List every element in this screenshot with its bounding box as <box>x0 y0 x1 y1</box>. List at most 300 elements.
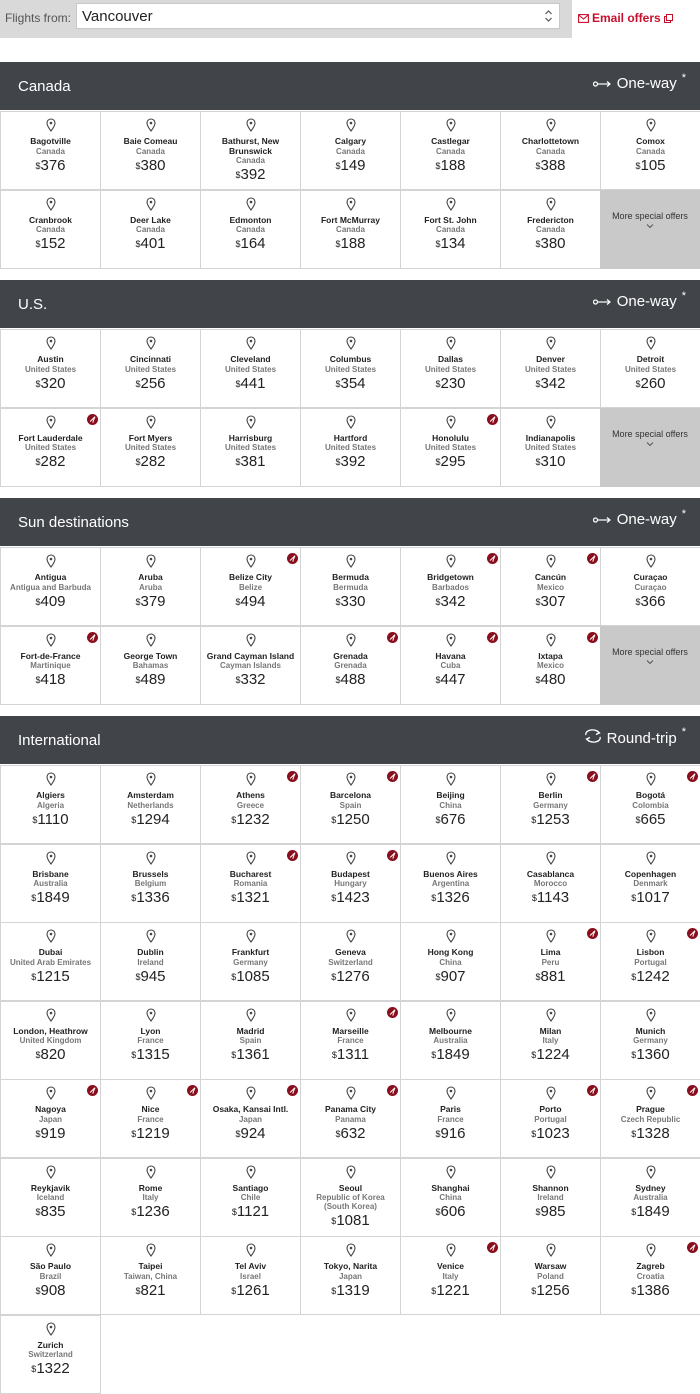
partner-badge-icon <box>87 414 98 425</box>
destination-tile[interactable] <box>600 329 700 408</box>
destination-city: Ixtapa <box>538 650 563 661</box>
location-pin-icon <box>146 1008 156 1022</box>
destination-city: Panama City <box>324 1104 377 1114</box>
location-pin-icon <box>446 1165 456 1179</box>
destination-tile[interactable] <box>100 922 201 1001</box>
location-pin-icon <box>546 118 556 132</box>
location-pin-icon <box>46 1086 56 1100</box>
destination-tile[interactable] <box>400 1236 501 1315</box>
destination-tile[interactable] <box>0 547 101 626</box>
destination-tile[interactable] <box>0 1236 101 1315</box>
destination-country: Canada <box>536 146 565 156</box>
destination-price: $1328 <box>631 1124 670 1142</box>
destination-country: Germany <box>633 1036 668 1045</box>
destination-price: $1236 <box>131 1203 170 1220</box>
location-pin-icon <box>446 336 456 350</box>
more-special-offers-button[interactable] <box>600 408 700 487</box>
price-amount: 376 <box>40 156 66 174</box>
destination-country: Israel <box>240 1271 261 1281</box>
price-amount: 282 <box>40 453 66 470</box>
destination-tile[interactable] <box>200 190 301 269</box>
destination-country: Martinique <box>30 661 71 670</box>
destination-country: Republic of Korea (South Korea) <box>316 1193 385 1211</box>
destination-tile[interactable] <box>500 765 601 844</box>
section-title: International <box>18 732 101 749</box>
destination-tile[interactable] <box>100 1158 201 1237</box>
destination-tile[interactable] <box>500 1236 601 1315</box>
location-pin-icon <box>246 929 256 943</box>
location-pin-icon <box>346 415 356 429</box>
partner-badge-icon <box>187 1085 198 1096</box>
destination-tile[interactable] <box>0 626 101 705</box>
destination-city: Baie Comeau <box>123 136 178 146</box>
price-amount: 1256 <box>536 1281 570 1299</box>
destination-price: $1360 <box>631 1046 670 1063</box>
destination-country: Switzerland <box>28 1350 73 1359</box>
location-pin-icon <box>646 929 656 943</box>
destination-city: Munich <box>635 1025 666 1036</box>
destination-price: $188 <box>335 235 366 252</box>
destination-price: $1849 <box>631 1203 670 1220</box>
price-amount: 1224 <box>536 1046 570 1063</box>
destination-country: Grenada <box>334 661 367 670</box>
destination-tile[interactable] <box>300 190 401 269</box>
destination-country: Denmark <box>633 879 668 888</box>
price-amount: 1849 <box>36 889 70 906</box>
destination-tile[interactable] <box>300 1079 401 1158</box>
partner-badge-icon <box>387 1085 398 1096</box>
flights-from-label: Flights from: <box>5 11 72 25</box>
partner-badge-icon <box>687 1242 698 1253</box>
destination-city: Tel Aviv <box>234 1261 267 1271</box>
destination-price: $1423 <box>331 889 370 906</box>
destination-price: $392 <box>235 166 266 183</box>
destination-city: Denver <box>536 354 565 364</box>
destination-tile[interactable] <box>600 547 700 626</box>
destination-tile[interactable] <box>200 329 301 408</box>
price-amount: 924 <box>240 1124 266 1142</box>
location-pin-icon <box>546 633 556 647</box>
destination-tile[interactable] <box>200 922 301 1001</box>
price-amount: 1023 <box>536 1124 570 1142</box>
price-amount: 1081 <box>336 1212 370 1229</box>
destination-country: Hungary <box>334 879 367 888</box>
destination-tile[interactable] <box>100 329 201 408</box>
destination-city: Cranbrook <box>29 214 72 225</box>
destination-city: Algiers <box>36 790 65 800</box>
destination-tile[interactable] <box>200 111 301 190</box>
location-pin-icon <box>246 1243 256 1257</box>
price-amount: 881 <box>540 967 566 985</box>
destination-price: $295 <box>435 453 466 470</box>
destination-city: Beijing <box>436 790 465 800</box>
price-amount: 1085 <box>236 967 270 985</box>
destination-city: Amsterdam <box>127 790 174 800</box>
destination-price: $376 <box>35 156 66 174</box>
destination-tile[interactable] <box>100 626 201 705</box>
destination-country: Mexico <box>536 661 565 670</box>
trip-type-footnote-mark: * <box>681 71 686 84</box>
destination-tile[interactable] <box>300 1158 401 1237</box>
price-amount: 919 <box>40 1124 66 1142</box>
destination-tile[interactable] <box>300 844 401 923</box>
destination-price: $480 <box>535 671 566 688</box>
price-amount: 1215 <box>36 967 70 985</box>
destination-tile[interactable] <box>600 111 700 190</box>
destination-tile[interactable] <box>0 111 101 190</box>
destination-tile[interactable] <box>0 1079 101 1158</box>
destination-country: China <box>439 800 462 810</box>
destination-country: Switzerland <box>328 957 373 967</box>
destination-tile[interactable] <box>400 329 501 408</box>
destination-tile[interactable] <box>600 1079 700 1158</box>
destination-tile[interactable] <box>500 190 601 269</box>
destination-tile[interactable] <box>500 111 601 190</box>
destination-city: Charlottetown <box>521 136 580 146</box>
partner-badge-icon <box>587 632 598 643</box>
destination-price: $1017 <box>631 889 670 906</box>
destination-tile[interactable] <box>200 1236 301 1315</box>
partner-badge-icon <box>387 632 398 643</box>
destination-price: $388 <box>535 156 566 174</box>
destination-tile[interactable] <box>300 408 401 487</box>
destination-country: Spain <box>239 1036 262 1045</box>
destination-tile[interactable] <box>0 844 101 923</box>
destination-city: Fredericton <box>527 214 574 225</box>
destination-city: Nagoya <box>35 1104 66 1114</box>
partner-badge-icon <box>387 771 398 782</box>
destination-price: $447 <box>435 671 466 688</box>
destination-tile[interactable] <box>300 626 401 705</box>
destination-tile[interactable] <box>0 1001 101 1080</box>
price-amount: 134 <box>440 235 466 252</box>
price-amount: 606 <box>440 1203 466 1220</box>
destination-tile[interactable] <box>400 922 501 1001</box>
destination-country: Antigua and Barbuda <box>10 582 91 592</box>
location-pin-icon <box>146 197 156 211</box>
location-pin-icon <box>46 772 56 786</box>
origin-select-value: Vancouver <box>82 8 153 25</box>
destination-city: Lima <box>540 947 561 957</box>
destination-city: Marseille <box>332 1025 369 1036</box>
destination-tile[interactable] <box>100 765 201 844</box>
price-amount: 985 <box>540 1203 566 1220</box>
destination-price: $1311 <box>331 1046 370 1063</box>
destination-country: United States <box>224 364 277 374</box>
partner-badge-icon <box>287 1085 298 1096</box>
destination-tile[interactable] <box>400 111 501 190</box>
destination-tile[interactable] <box>400 1001 501 1080</box>
more-special-offers-button[interactable] <box>600 190 700 269</box>
destination-country: Canada <box>136 225 165 234</box>
location-pin-icon <box>446 633 456 647</box>
destination-tile[interactable] <box>600 1001 700 1080</box>
destination-country: France <box>437 1114 464 1124</box>
destination-tile[interactable] <box>100 1079 201 1158</box>
destination-city: Aruba <box>138 572 163 582</box>
destination-tile[interactable] <box>200 547 301 626</box>
destination-country: Canada <box>336 146 365 156</box>
destination-city: Taipei <box>138 1261 163 1271</box>
destination-city: George Town <box>123 650 178 661</box>
destination-tile[interactable] <box>300 1001 401 1080</box>
round-trip-icon <box>583 729 603 747</box>
price-amount: 188 <box>440 156 466 174</box>
destination-tile[interactable] <box>200 765 301 844</box>
location-pin-icon <box>346 1086 356 1100</box>
destination-price: $260 <box>635 374 666 392</box>
price-amount: 418 <box>40 671 66 688</box>
destination-tile[interactable] <box>500 1079 601 1158</box>
location-pin-icon <box>346 929 356 943</box>
destination-city: Bogotá <box>635 790 666 800</box>
destination-price: $1232 <box>231 810 270 828</box>
destination-city: Fort St. John <box>424 214 477 225</box>
partner-badge-icon <box>587 928 598 939</box>
price-amount: 1336 <box>136 889 170 906</box>
destination-price: $1319 <box>331 1281 370 1299</box>
destination-city: Tokyo, Narita <box>323 1261 378 1271</box>
destination-country: Italy <box>442 1271 459 1281</box>
destination-tile[interactable] <box>500 922 601 1001</box>
location-pin-icon <box>346 336 356 350</box>
destination-tile[interactable] <box>400 1079 501 1158</box>
destination-city: Honolulu <box>432 432 469 443</box>
price-amount: 1219 <box>136 1124 170 1142</box>
partner-badge-icon <box>487 553 498 564</box>
price-amount: 260 <box>640 374 666 392</box>
destination-country: United States <box>24 364 77 374</box>
destination-tile[interactable] <box>500 408 601 487</box>
chevron-down-icon <box>646 441 654 447</box>
destination-tile[interactable] <box>400 1158 501 1237</box>
location-pin-icon <box>46 929 56 943</box>
destination-price: $1215 <box>31 967 70 985</box>
location-pin-icon <box>446 851 456 865</box>
destination-tile[interactable] <box>100 190 201 269</box>
destination-city: Dubai <box>38 947 63 957</box>
destination-price: $985 <box>535 1203 566 1220</box>
more-special-offers-button[interactable] <box>600 626 700 705</box>
destination-city: Athens <box>236 790 265 800</box>
destination-country: United States <box>324 443 377 452</box>
destination-country: United States <box>24 443 77 452</box>
destination-tile[interactable] <box>100 547 201 626</box>
destination-city: London, Heathrow <box>13 1025 88 1036</box>
location-pin-icon <box>646 772 656 786</box>
partner-badge-icon <box>687 928 698 939</box>
destination-tile[interactable] <box>0 1315 101 1394</box>
destination-tile[interactable] <box>0 190 101 269</box>
destination-tile[interactable] <box>200 1158 301 1237</box>
destination-tile[interactable] <box>300 329 401 408</box>
destination-price: $188 <box>435 156 466 174</box>
location-pin-icon <box>646 118 656 132</box>
destination-city: Buenos Aires <box>423 868 478 879</box>
section-title: U.S. <box>18 296 48 313</box>
partner-badge-icon <box>287 553 298 564</box>
destination-tile[interactable] <box>300 111 401 190</box>
destination-country: Portugal <box>534 1114 567 1124</box>
price-amount: 282 <box>140 453 166 470</box>
location-pin-icon <box>546 772 556 786</box>
destination-city: Shanghai <box>431 1182 470 1193</box>
destination-city: Geneva <box>335 947 366 957</box>
destination-country: Argentina <box>431 879 470 888</box>
destination-city: Melbourne <box>429 1025 472 1036</box>
destination-tile[interactable] <box>200 844 301 923</box>
destination-tile[interactable] <box>200 408 301 487</box>
destination-tile[interactable] <box>200 1001 301 1080</box>
partner-badge-icon <box>487 414 498 425</box>
destination-tile[interactable] <box>300 547 401 626</box>
location-pin-icon <box>546 415 556 429</box>
destination-country: Canada <box>36 225 65 234</box>
destination-tile[interactable] <box>300 922 401 1001</box>
location-pin-icon <box>446 415 456 429</box>
destination-city: Porto <box>539 1104 562 1114</box>
destination-price: $1085 <box>231 967 270 985</box>
destination-price: $1023 <box>531 1124 570 1142</box>
destination-country: Romania <box>233 879 268 888</box>
destination-price: $632 <box>335 1124 366 1142</box>
destination-city: Venice <box>437 1261 464 1271</box>
destination-country: Portugal <box>634 957 667 967</box>
destination-country: Canada <box>436 225 465 234</box>
destination-city: Bagotville <box>30 136 71 146</box>
price-amount: 676 <box>440 810 466 828</box>
destination-tile[interactable] <box>100 844 201 923</box>
location-pin-icon <box>46 554 56 568</box>
destination-price: $330 <box>335 592 366 610</box>
location-pin-icon <box>246 1086 256 1100</box>
destination-country: Belgium <box>134 879 167 888</box>
destination-tile[interactable] <box>100 1236 201 1315</box>
destination-city: Nice <box>141 1104 160 1114</box>
destination-price: $908 <box>35 1281 66 1299</box>
destination-tile[interactable] <box>400 190 501 269</box>
price-amount: 392 <box>340 453 366 470</box>
destination-price: $1121 <box>231 1203 270 1220</box>
destination-tile[interactable] <box>600 844 700 923</box>
destination-price: $149 <box>335 156 366 174</box>
one-way-icon <box>593 75 613 92</box>
destination-tile[interactable] <box>0 922 101 1001</box>
location-pin-icon <box>146 1243 156 1257</box>
destination-tile[interactable] <box>400 844 501 923</box>
origin-select[interactable] <box>76 3 560 29</box>
destination-price: $307 <box>535 592 566 610</box>
price-amount: 366 <box>640 592 666 610</box>
destination-price: $1219 <box>131 1124 170 1142</box>
price-amount: 1311 <box>336 1046 370 1063</box>
destination-country: Canada <box>236 225 265 234</box>
price-amount: 342 <box>440 592 466 610</box>
destination-country: France <box>137 1114 164 1124</box>
location-pin-icon <box>646 1086 656 1100</box>
partner-badge-icon <box>487 632 498 643</box>
location-pin-icon <box>46 415 56 429</box>
price-amount: 1276 <box>336 967 370 985</box>
destination-tile[interactable] <box>400 547 501 626</box>
destination-country: China <box>439 1193 462 1202</box>
destination-price: $380 <box>135 156 166 174</box>
trip-type-label <box>593 71 686 92</box>
more-special-offers-label: More special offers <box>612 647 688 657</box>
destination-tile[interactable] <box>100 408 201 487</box>
destination-tile[interactable] <box>0 1158 101 1237</box>
destination-price: $1143 <box>531 889 570 906</box>
destination-city: Madrid <box>236 1025 265 1036</box>
destination-tile[interactable] <box>600 1236 700 1315</box>
destination-tile[interactable] <box>400 626 501 705</box>
destination-country: Chile <box>240 1193 261 1202</box>
destination-tile[interactable] <box>500 1001 601 1080</box>
destination-city: Cleveland <box>230 354 271 364</box>
destination-tile[interactable] <box>600 922 700 1001</box>
destination-city: Prague <box>636 1104 665 1114</box>
destination-city: Barcelona <box>329 790 372 800</box>
destination-tile[interactable] <box>100 1001 201 1080</box>
destination-tile[interactable] <box>500 626 601 705</box>
destination-country: Australia <box>33 879 68 888</box>
destination-tile[interactable] <box>300 765 401 844</box>
destination-price: $1849 <box>431 1046 470 1063</box>
destination-price: $230 <box>435 374 466 392</box>
destination-tile[interactable] <box>500 329 601 408</box>
destination-country: Czech Republic <box>620 1114 681 1124</box>
destination-tile[interactable] <box>500 1158 601 1237</box>
destination-tile[interactable] <box>100 111 201 190</box>
destination-city: Reykjavik <box>30 1182 71 1193</box>
destination-tile[interactable] <box>500 547 601 626</box>
location-pin-icon <box>446 929 456 943</box>
price-amount: 256 <box>140 374 166 392</box>
destination-tile[interactable] <box>0 765 101 844</box>
destination-country: Poland <box>537 1271 564 1281</box>
destination-tile[interactable] <box>600 1158 700 1237</box>
destination-tile[interactable] <box>300 1236 401 1315</box>
destination-tile[interactable] <box>400 408 501 487</box>
destination-tile[interactable] <box>0 329 101 408</box>
email-offers-link[interactable] <box>578 11 673 25</box>
destination-tile[interactable] <box>400 765 501 844</box>
destination-country: Morocco <box>533 879 568 888</box>
destination-price: $907 <box>435 967 466 985</box>
destination-tile[interactable] <box>200 1079 301 1158</box>
destination-tile[interactable] <box>0 408 101 487</box>
destination-price: $1315 <box>131 1046 170 1063</box>
destination-tile[interactable] <box>500 844 601 923</box>
destination-price: $392 <box>335 453 366 470</box>
destination-country: Ireland <box>537 1193 564 1202</box>
destination-city: Bathurst, New Brunswick <box>221 136 280 156</box>
destination-city: Cancún <box>534 572 567 582</box>
destination-price: $881 <box>535 967 566 985</box>
destination-city: São Paulo <box>29 1261 72 1271</box>
location-pin-icon <box>646 851 656 865</box>
destination-tile[interactable] <box>200 626 301 705</box>
destination-price: $1386 <box>631 1281 670 1299</box>
destination-price: $256 <box>135 374 166 392</box>
destination-country: Canada <box>336 225 365 234</box>
destination-price: $606 <box>435 1203 466 1220</box>
price-amount: 820 <box>40 1046 66 1063</box>
destination-tile[interactable] <box>600 765 700 844</box>
location-pin-icon <box>246 772 256 786</box>
destination-country: Taiwan, China <box>123 1271 178 1281</box>
email-offers-label: Email offers <box>592 11 661 25</box>
